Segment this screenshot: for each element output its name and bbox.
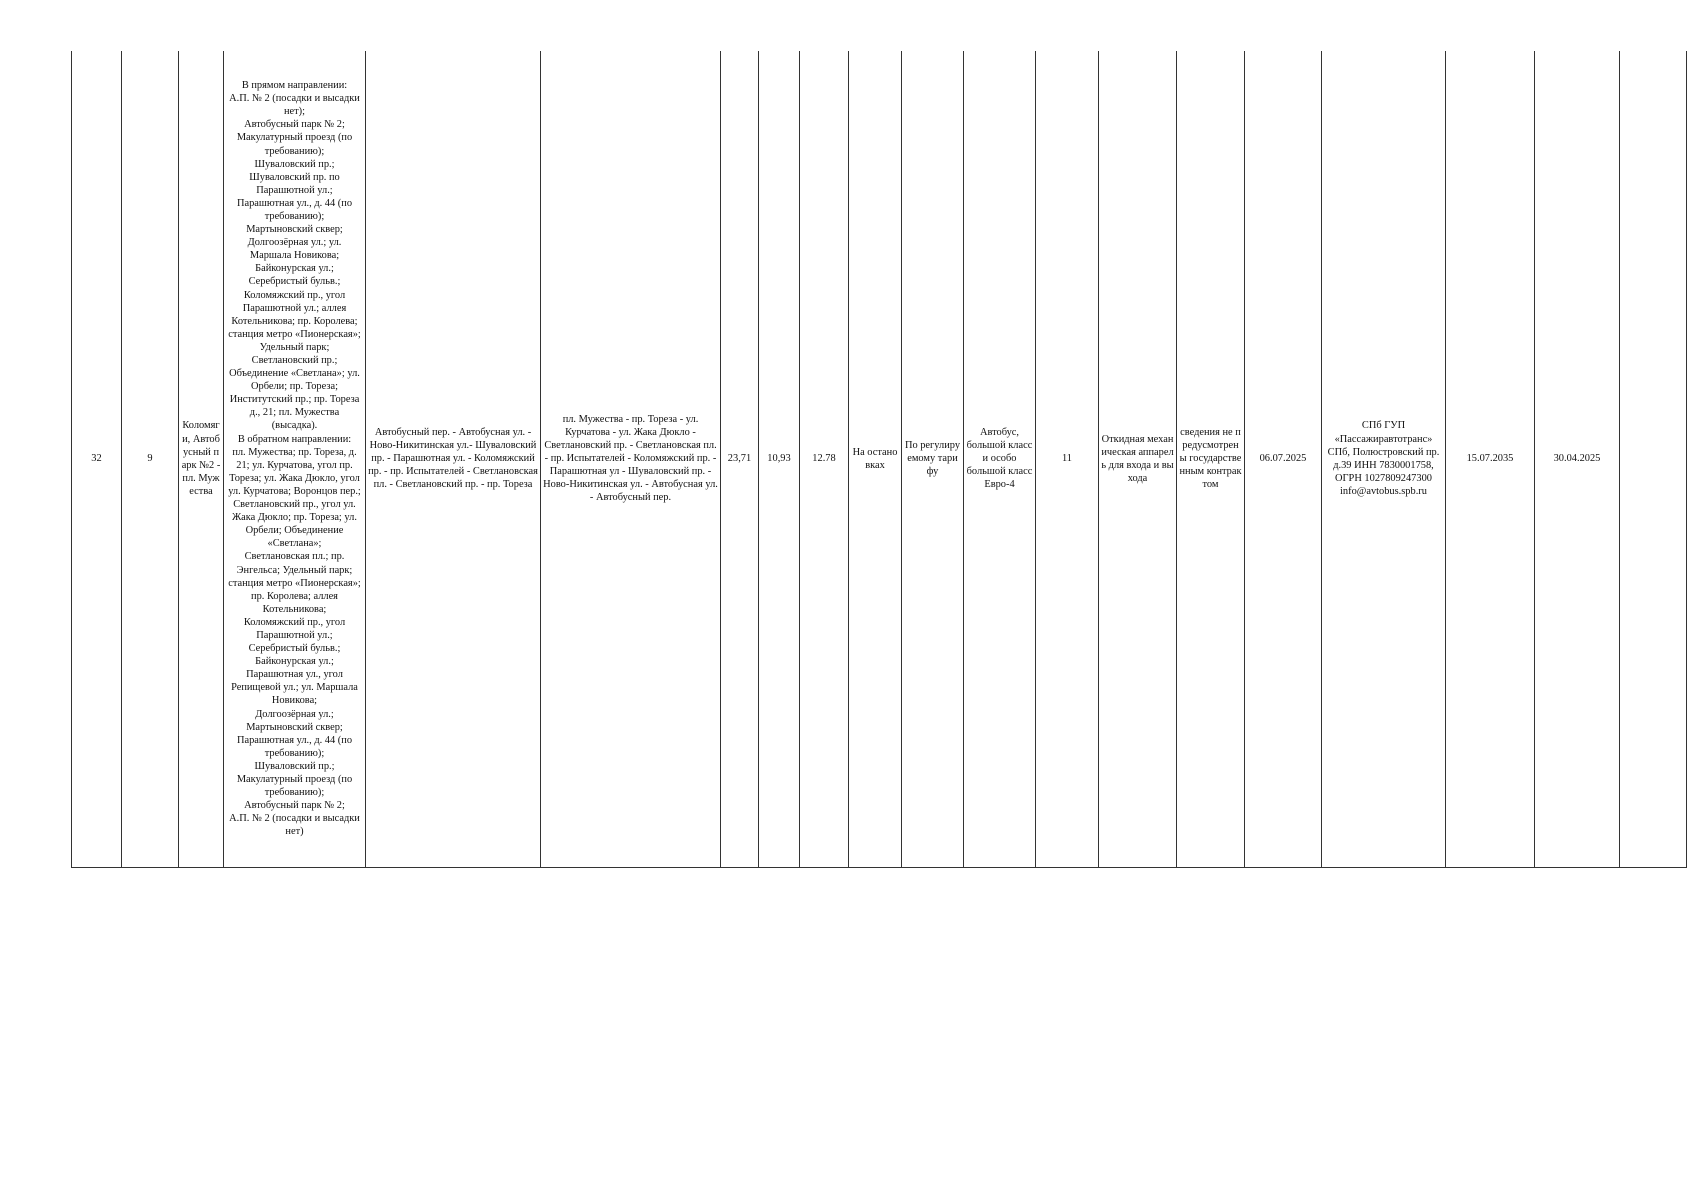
stops-line: Долгоозёрная ул.;: [255, 708, 334, 720]
stops-line: Макулатурный проезд (по требованию);: [236, 132, 353, 157]
stops-line: Парашютная ул., угол Репищевой ул.; ул. Маршала Новикова;: [231, 669, 358, 707]
stops-line: пл. Мужества; пр. Тореза, д. 21; ул. Курчатова, угол пр. Тореза; ул. Жака Дюкло, угол ул. Курчатова; Воронцов пер.;: [228, 446, 361, 497]
stops-line: Долгоозёрная ул.; ул. Маршала Новикова;: [247, 237, 342, 262]
tariff-cell: По регулируемому тарифу: [902, 51, 964, 867]
start-date-cell: 06.07.2025: [1245, 51, 1322, 867]
stops-line: Автобусный парк № 2;: [244, 800, 345, 812]
route-number-cell: 9: [122, 51, 179, 867]
length-forward-cell: 23,71: [721, 51, 759, 867]
stops-line: Серебристый бульв.;: [248, 276, 341, 288]
stops-line: В обратном направлении:: [237, 433, 352, 445]
route-registry-table: [71, 51, 1687, 868]
vehicle-count-cell: 11: [1036, 51, 1099, 867]
stops-line: Серебристый бульв.;: [248, 643, 341, 655]
stops-line: Светлановский пр., угол ул. Жака Дюкло; пр. Тореза; ул. Орбели; Объединение «Светлана»;: [232, 499, 357, 550]
length-backward-cell: 10,93: [759, 51, 800, 867]
extra-cell: [1620, 51, 1687, 867]
features-cell: Откидная механическая аппарель для входа и выхода: [1099, 51, 1177, 867]
stops-line: Шуваловский пр.;: [254, 760, 335, 772]
boarding-order-cell: На остановках: [849, 51, 902, 867]
stops-line: Шуваловский пр. по Парашютной ул.;: [249, 171, 340, 196]
stops-line: Коломяжский пр., угол Парашютной ул.; аллея Котельникова; пр. Королева; станция метро «Пионерская»; Удельный парк; Светлановский пр.; Объединение «Светлана»; ул. Орбели; пр. Тореза; Институтский пр.; пр. Тореза д., 21; пл. Мужества (высадка).: [228, 289, 361, 432]
stops-line: Светлановская пл.; пр. Энгельса; Удельный парк; станция метро «Пионерская»; пр. Королева; аллея Котельникова;: [228, 551, 361, 615]
stops-line: Макулатурный проезд (по требованию);: [236, 774, 353, 799]
carrier-cell: СПб ГУП «Пассажиравтотранс» СПб, Полюстровский пр. д.39 ИНН 7830001758, ОГРН 1027809247300 info@avtobus.spb.ru: [1322, 51, 1446, 867]
decision-date-cell: 30.04.2025: [1535, 51, 1620, 867]
stops-line: Шуваловский пр.;: [254, 158, 335, 170]
streets-forward-cell: Автобусный пер. - Автобусная ул. - Ново-Никитинская ул.- Шуваловский пр. - Парашютная ул. - Коломяжский пр. - пр. Испытателей - Светлановская пл. - Светлановский пр. - пр. Тореза: [366, 51, 541, 867]
stops-line: В прямом направлении:: [241, 80, 348, 92]
stops-line: Байконурская ул.;: [255, 656, 334, 668]
end-date-cell: 15.07.2035: [1446, 51, 1535, 867]
route-name-cell: Коломяги, Автобусный парк №2 - пл. Мужества: [179, 51, 224, 867]
stops-list-cell: [224, 51, 366, 867]
streets-backward-cell: пл. Мужества - пр. Тореза - ул. Курчатова - ул. Жака Дюкло - Светлановский пр. - Светлановская пл. - пр. Испытателей - Коломяжский пр. - Парашютная ул - Шуваловский пр. - Ново-Никитинская ул. - Автобусная ул. - Автобусный пер.: [541, 51, 721, 867]
stops-line: Мартыновский сквер;: [246, 224, 343, 236]
stops-line: А.П. № 2 (посадки и высадки нет);: [229, 93, 360, 118]
stops-line: Мартыновский сквер;: [246, 721, 343, 733]
stops-line: Парашютная ул., д. 44 (по требованию);: [236, 197, 353, 222]
stops-line: Парашютная ул., д. 44 (по требованию);: [236, 734, 353, 759]
stops-line: Автобусный парк № 2;: [244, 119, 345, 131]
stops-line: Байконурская ул.;: [255, 263, 334, 275]
stops-line: Коломяжский пр., угол Парашютной ул.;: [243, 616, 346, 641]
row-number-cell: 32: [72, 51, 122, 867]
contract-cell: сведения не предусмотрены государственным контрактом: [1177, 51, 1245, 867]
length-total-cell: 12.78: [800, 51, 849, 867]
table-row: [72, 51, 1687, 867]
vehicle-cell: Автобус, большой класс и особо большой класс Евро-4: [964, 51, 1036, 867]
stops-line: А.П. № 2 (посадки и высадки нет): [229, 813, 360, 838]
